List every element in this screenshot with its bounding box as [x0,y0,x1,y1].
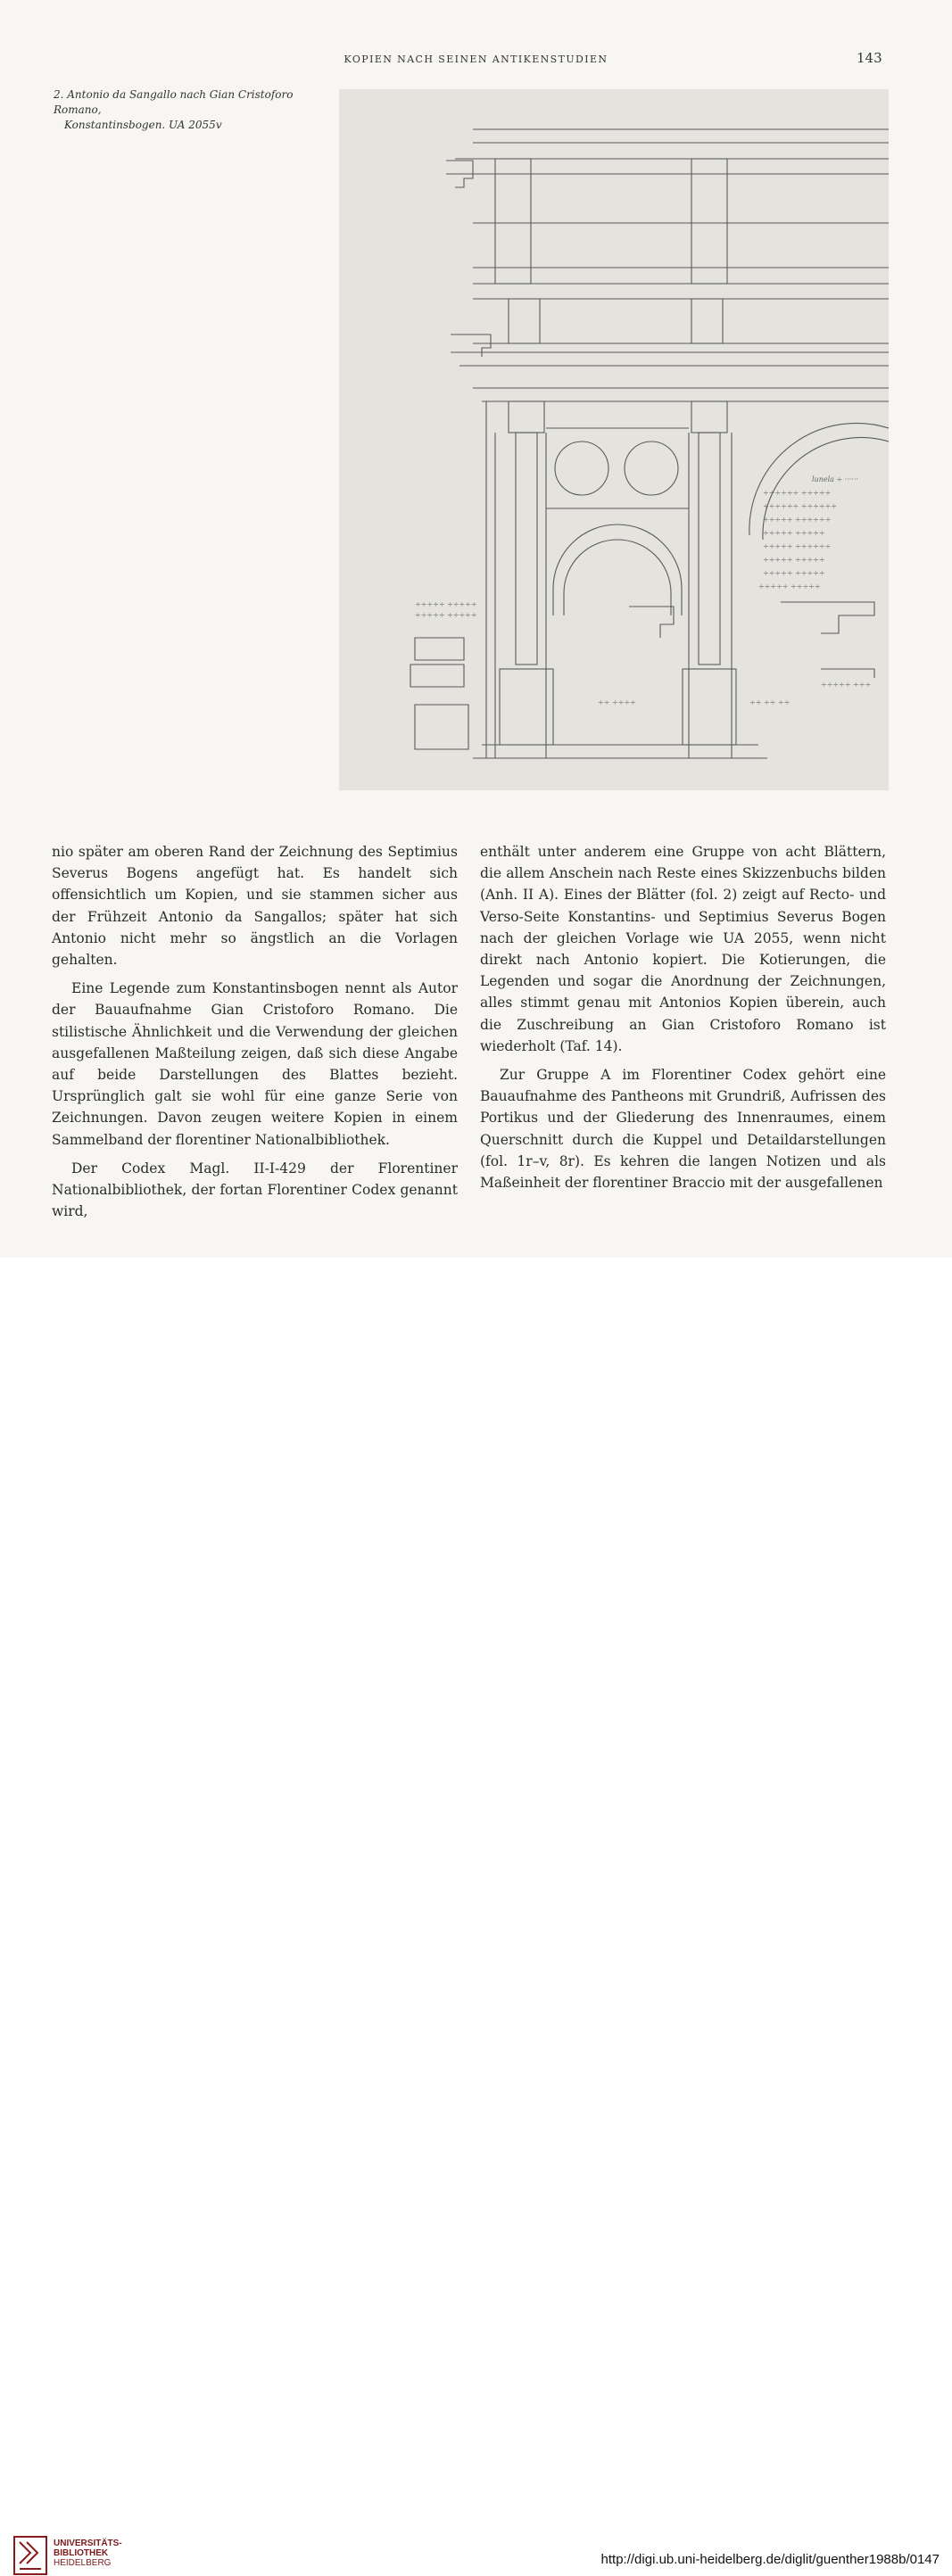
library-logo-icon [12,2535,48,2576]
page [0,0,952,1258]
library-line-3: HEIDELBERG [54,2558,112,2568]
svg-text:÷÷÷÷÷ ÷÷÷÷÷: ÷÷÷÷÷ ÷÷÷÷÷ [415,600,477,608]
svg-text:÷÷÷÷÷÷ ÷÷÷÷÷÷: ÷÷÷÷÷÷ ÷÷÷÷÷÷ [763,502,837,510]
paragraph: Zur Gruppe A im Florentiner Codex gehört eine Bauaufnahme des Pantheons mit Grundriß, Aufrissen des Portikus und der Gliederung des Innenraumes, einem Querschnitt durch die Kuppel und Detaildarstellungen (fol. 1r–v, 8r). Es kehren die langen Notizen und als Maßeinheit der florentiner Braccio mit der ausgefallenen [480,1067,886,1192]
text-column-right [480,841,886,1201]
running-title: KOPIEN NACH SEINEN ANTIKENSTUDIEN [344,54,608,65]
text-column-left [52,841,458,1229]
svg-text:÷÷÷÷÷ ÷÷÷÷÷: ÷÷÷÷÷ ÷÷÷÷÷ [415,611,477,619]
svg-text:÷÷÷÷÷ ÷÷÷÷÷: ÷÷÷÷÷ ÷÷÷÷÷ [758,582,821,590]
svg-text:÷÷÷÷÷ ÷÷÷: ÷÷÷÷÷ ÷÷÷ [821,681,872,689]
paragraph: Der Codex Magl. II-I-429 der Florentiner Nationalbibliothek, der fortan Florentiner Codex genannt wird, [52,1160,458,1220]
svg-text:÷÷÷÷÷ ÷÷÷÷÷÷: ÷÷÷÷÷ ÷÷÷÷÷÷ [763,516,832,524]
svg-text:lunela ÷ ······: lunela ÷ ······ [812,475,858,483]
caption-line-2: Konstantinsbogen. UA 2055v [64,119,222,131]
svg-text:÷÷ ÷÷÷÷: ÷÷ ÷÷÷÷ [598,698,636,706]
paragraph: nio später am oberen Rand der Zeichnung des Septimius Severus Bogens angefügt hat. Es handelt sich offensichtlich um Kopien, und sie stammen sicher aus der Frühzeit Antonio da Sangallos; später hat sich Antonio nicht mehr so ängstlich an die Vorlagen gehalten. [52,844,458,969]
architectural-drawing [339,89,889,790]
svg-text:÷÷÷÷÷ ÷÷÷÷÷: ÷÷÷÷÷ ÷÷÷÷÷ [763,569,825,577]
figure-caption [54,87,321,133]
paragraph: Eine Legende zum Konstantinsbogen nennt als Autor der Bauaufnahme Gian Cristoforo Romano. Die stilistische Ähnlichkeit und die Verwendung der gleichen ausgefallenen Maßteilung zeigen, daß sich diese Angabe auf beide Darstellungen des Blattes bezieht. Ursprünglich galt sie wohl für eine ganze Serie von Zeichnungen. Davon zeugen weitere Kopien in einem Sammelband der florentiner Nationalbibliothek. [52,980,458,1148]
library-line-2: BIBLIOTHEK [54,2548,109,2558]
library-line-1: UNIVERSITÄTS- [54,2539,122,2548]
svg-text:÷÷ ÷÷ ÷÷: ÷÷ ÷÷ ÷÷ [749,698,791,706]
footer [0,1258,952,2568]
svg-text:÷÷÷÷÷ ÷÷÷÷÷: ÷÷÷÷÷ ÷÷÷÷÷ [763,529,825,537]
svg-text:÷÷÷÷÷ ÷÷÷÷÷÷: ÷÷÷÷÷ ÷÷÷÷÷÷ [763,542,832,550]
svg-text:÷÷÷÷÷÷ ÷÷÷÷÷: ÷÷÷÷÷÷ ÷÷÷÷÷ [763,489,832,497]
source-url[interactable]: http://digi.ub.uni-heidelberg.de/diglit/guenther1988b/0147 [600,2552,940,2567]
caption-line-1: 2. Antonio da Sangallo nach Gian Cristoforo Romano, [54,88,294,116]
page-number: 143 [857,50,882,66]
svg-text:÷÷÷÷÷ ÷÷÷÷÷: ÷÷÷÷÷ ÷÷÷÷÷ [763,556,825,564]
library-name [54,2539,122,2568]
arch-sketch [339,89,889,790]
paragraph: enthält unter anderem eine Gruppe von acht Blättern, die allem Anschein nach Reste eines Skizzenbuchs bilden (Anh. II A). Eines der Blätter (fol. 2) zeigt auf Recto- und Verso-Seite Konstantins- und Septimius Severus Bogen nach der gleichen Vorlage wie UA 2055, wenn nicht direkt nach Antonio kopiert. Die Kotierungen, die Legenden und sogar die Anordnung der Zeichnungen, alles stimmt genau mit Antonios Kopien überein, auch die Zuschreibung an Gian Cristoforo Romano ist wiederholt (Taf. 14). [480,844,886,1054]
